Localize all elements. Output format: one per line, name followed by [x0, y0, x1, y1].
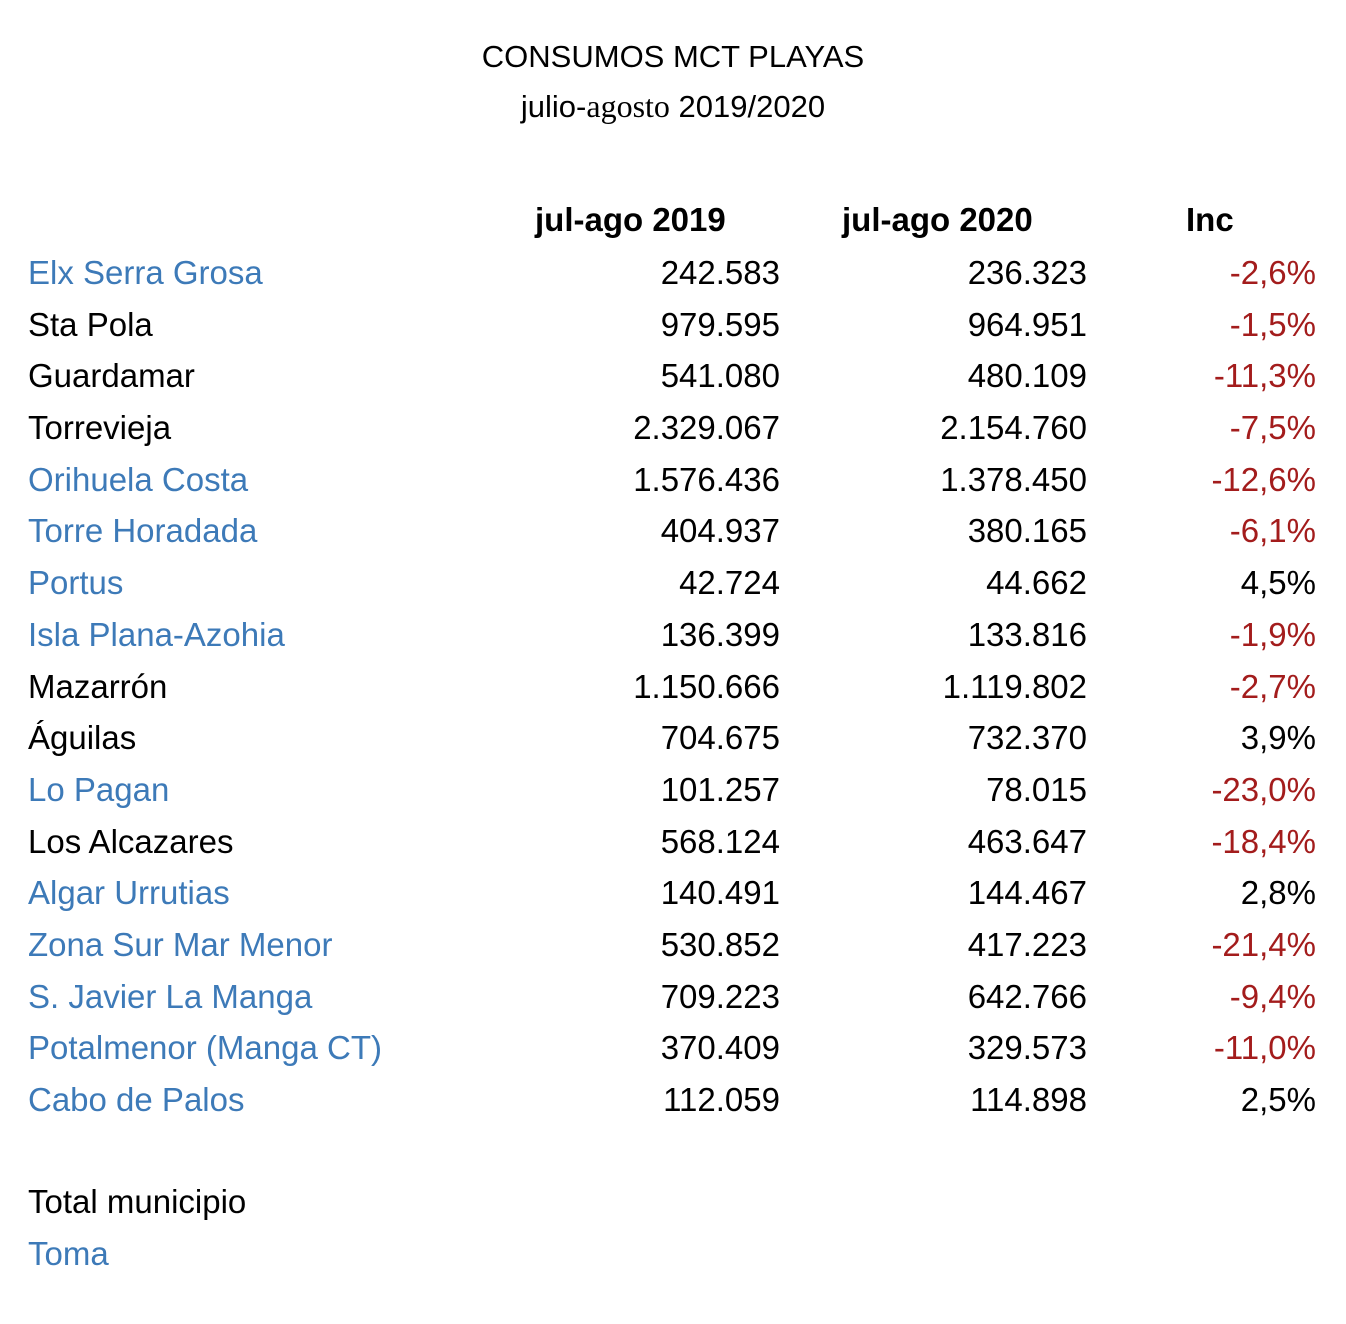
value-inc: -1,5%: [1229, 305, 1316, 343]
value-inc: 2,5%: [1240, 1081, 1316, 1118]
value-inc: -2,7%: [1229, 667, 1316, 705]
value-2020: 964.951: [967, 305, 1087, 343]
table-row: [0, 816, 1346, 868]
value-2019: 1.150.666: [633, 667, 780, 705]
row-label: Portus: [28, 564, 124, 602]
legend-total-municipio: Total municipio: [28, 1183, 247, 1220]
value-inc: -21,4%: [1211, 925, 1316, 963]
value-2020: 1.378.450: [940, 460, 1087, 498]
page-title: CONSUMOS MCT PLAYAS: [481, 39, 865, 74]
table-row: [0, 299, 1346, 351]
row-label: Lo Pagan: [28, 770, 170, 808]
value-2019: 1.576.436: [633, 460, 780, 498]
value-2020: 236.323: [967, 254, 1087, 291]
value-2020: 78.015: [986, 770, 1087, 808]
value-inc: -1,9%: [1229, 615, 1316, 653]
value-inc: -7,5%: [1229, 409, 1316, 447]
value-2020: 114.898: [970, 1081, 1087, 1118]
value-2019: 112.059: [663, 1081, 780, 1118]
value-inc: -18,4%: [1211, 822, 1316, 860]
table-row: [0, 971, 1346, 1023]
value-2019: 370.409: [660, 1029, 780, 1067]
column-header-2019: jul-ago 2019: [535, 201, 726, 238]
value-inc: -11,3%: [1213, 357, 1316, 395]
row-label: Elx Serra Grosa: [28, 254, 263, 291]
table-row: [0, 1022, 1346, 1074]
table-row: [0, 350, 1346, 402]
table-row: [0, 402, 1346, 454]
value-2020: 1.119.802: [942, 667, 1087, 705]
table-row: [0, 867, 1346, 919]
row-label: Orihuela Costa: [28, 460, 249, 498]
row-label: Zona Sur Mar Menor: [28, 925, 333, 963]
value-2019: 242.583: [660, 254, 780, 291]
row-label: Potalmenor (Manga CT): [28, 1029, 382, 1067]
value-2019: 979.595: [660, 305, 780, 343]
subtitle-part-julio: julio-: [520, 89, 587, 124]
value-2020: 380.165: [967, 512, 1087, 550]
subtitle-part-agosto: agosto: [586, 88, 670, 124]
page-subtitle: [0, 86, 1346, 127]
table-row: [0, 454, 1346, 506]
legend-toma: Toma: [28, 1235, 109, 1272]
subtitle-part-years: 2019/2020: [669, 89, 826, 124]
value-inc: -23,0%: [1211, 770, 1316, 808]
row-label: Guardamar: [28, 357, 195, 395]
value-2020: 417.223: [967, 925, 1087, 963]
data-table: [0, 247, 1346, 1126]
row-label: Sta Pola: [28, 305, 153, 343]
value-2020: 642.766: [967, 977, 1087, 1015]
value-2020: 133.816: [967, 615, 1087, 653]
table-row: [0, 764, 1346, 816]
value-2020: 463.647: [967, 822, 1087, 860]
table-row: [0, 919, 1346, 971]
value-inc: -12,6%: [1211, 460, 1316, 498]
value-inc: 3,9%: [1240, 719, 1316, 757]
table-row: [0, 557, 1346, 609]
value-2020: 480.109: [967, 357, 1087, 395]
value-inc: -11,0%: [1213, 1029, 1316, 1067]
value-2020: 329.573: [967, 1029, 1087, 1067]
value-2019: 136.399: [660, 615, 780, 653]
row-label: Cabo de Palos: [28, 1081, 245, 1118]
value-inc: -9,4%: [1229, 977, 1316, 1015]
column-header-2020: jul-ago 2020: [842, 201, 1033, 238]
value-2019: 530.852: [660, 925, 780, 963]
value-inc: -6,1%: [1229, 512, 1316, 550]
value-inc: 4,5%: [1240, 564, 1316, 602]
value-2019: 704.675: [660, 719, 780, 757]
row-label: Torrevieja: [28, 409, 172, 447]
row-label: Mazarrón: [28, 667, 168, 705]
table-row: [0, 712, 1346, 764]
value-2020: 144.467: [967, 874, 1087, 912]
value-2020: 732.370: [967, 719, 1087, 757]
value-2019: 140.491: [660, 874, 780, 912]
value-2019: 709.223: [660, 977, 780, 1015]
table-row: [0, 505, 1346, 557]
value-2019: 541.080: [660, 357, 780, 395]
table-row: [0, 247, 1346, 299]
value-2020: 2.154.760: [940, 409, 1087, 447]
value-2019: 101.257: [660, 770, 780, 808]
row-label: S. Javier La Manga: [28, 977, 313, 1015]
row-label: Torre Horadada: [28, 512, 258, 550]
row-label: Isla Plana-Azohia: [28, 615, 285, 653]
value-2019: 404.937: [660, 512, 780, 550]
value-2019: 2.329.067: [633, 409, 780, 447]
row-label: Águilas: [28, 719, 137, 757]
value-2019: 568.124: [660, 822, 780, 860]
value-inc: 2,8%: [1240, 874, 1316, 912]
table-row: [0, 1074, 1346, 1126]
table-row: [0, 609, 1346, 661]
table-row: [0, 661, 1346, 713]
row-label: Algar Urrutias: [28, 874, 230, 912]
row-label: Los Alcazares: [28, 822, 234, 860]
value-2020: 44.662: [986, 564, 1087, 602]
value-2019: 42.724: [679, 564, 780, 602]
column-header-inc: Inc: [1186, 201, 1234, 238]
value-inc: -2,6%: [1229, 254, 1316, 291]
